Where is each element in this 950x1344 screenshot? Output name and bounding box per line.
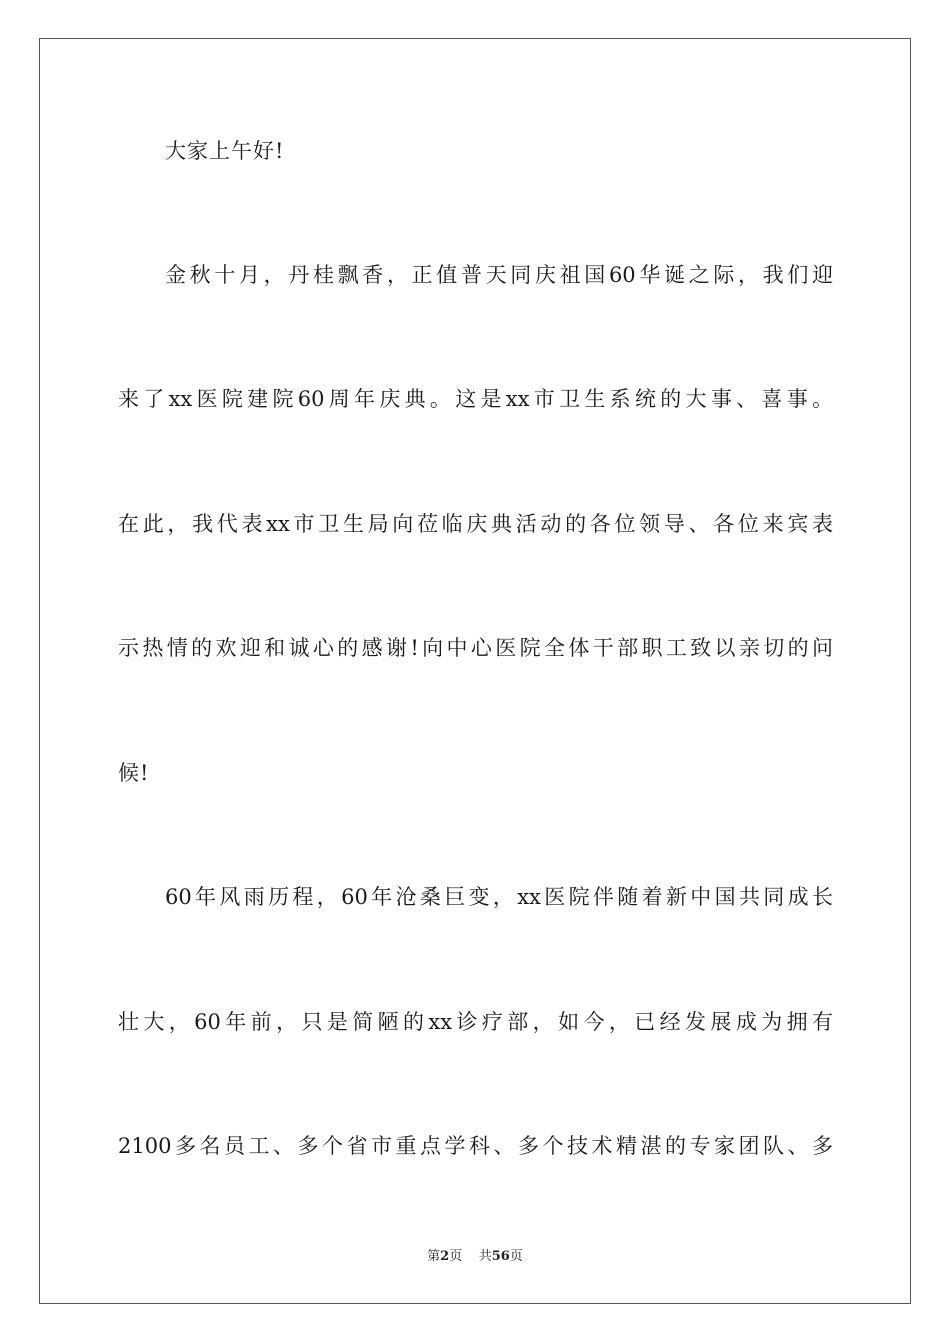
page-suffix: 页	[449, 1249, 463, 1264]
paragraph-line: 候!	[118, 761, 150, 785]
total-suffix: 页	[509, 1249, 523, 1264]
paragraph-line: 来了xx医院建院60周年庆典。这是xx市卫生系统的大事、喜事。	[118, 387, 833, 411]
paragraph-line: 2100多名员工、多个省市重点学科、多个技术精湛的专家团队、多	[118, 1134, 833, 1158]
greeting-line: 大家上午好!	[165, 139, 285, 163]
page-prefix: 第	[427, 1249, 441, 1264]
paragraph-line: 示热情的欢迎和诚心的感谢!向中心医院全体干部职工致以亲切的问	[118, 636, 833, 660]
paragraph-line: 在此，我代表xx市卫生局向莅临庆典活动的各位领导、各位来宾表	[118, 512, 833, 536]
paragraph-line: 壮大，60年前，只是简陋的xx诊疗部，如今，已经发展成为拥有	[118, 1010, 833, 1034]
total-prefix: 共	[478, 1249, 492, 1264]
paragraph-line: 金秋十月，丹桂飘香，正值普天同庆祖国60华诞之际，我们迎	[165, 263, 833, 287]
page-border	[39, 38, 911, 1304]
page-footer	[0, 1248, 950, 1266]
total-pages: 56	[491, 1249, 510, 1264]
page-number: 2	[440, 1249, 450, 1264]
paragraph-line: 60年风雨历程，60年沧桑巨变，xx医院伴随着新中国共同成长	[165, 885, 833, 909]
